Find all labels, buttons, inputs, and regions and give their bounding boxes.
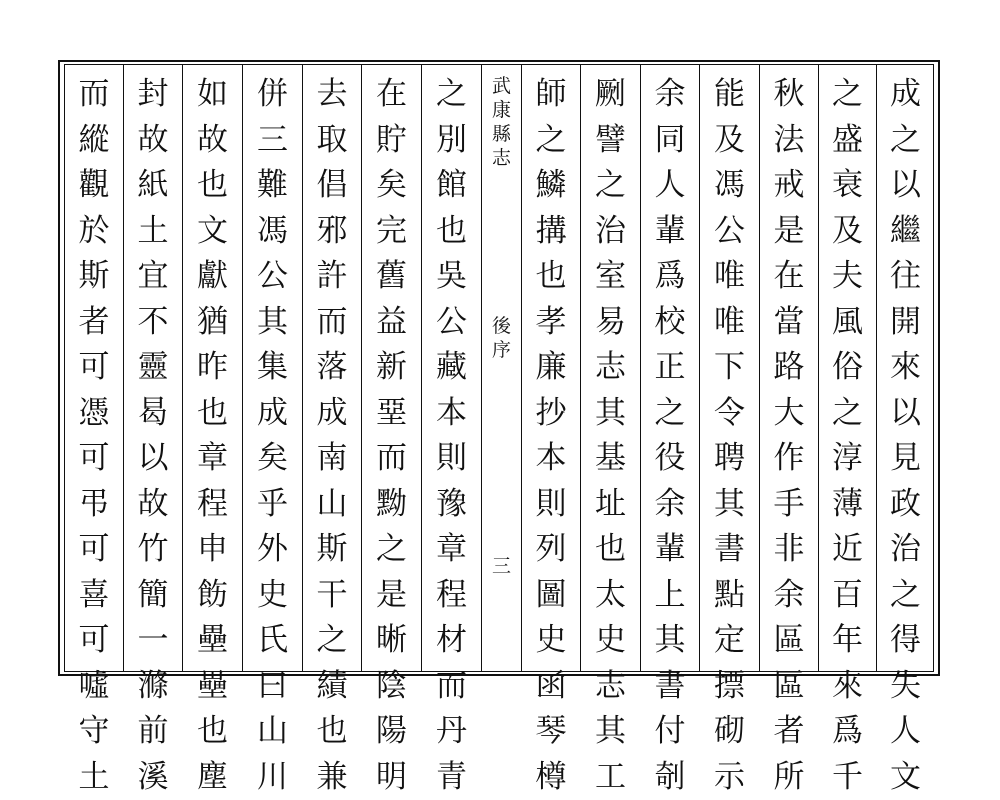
text-column-8 xyxy=(421,64,481,795)
text-column-13 xyxy=(123,64,182,795)
text-column-2 xyxy=(818,64,876,795)
column-text: 而 縱 觀 於 斯 者 可 憑 可 弔 可 喜 可 噓 守 土 xyxy=(78,76,110,795)
text-column-9 xyxy=(361,64,421,795)
text-column-10 xyxy=(302,64,361,795)
column-text: 如 故 也 文 獻 猶 昨 也 章 程 申 飭 壘 壘 也 塵 xyxy=(197,76,228,795)
text-column-11 xyxy=(242,64,302,795)
column-text: 成 之 以 繼 往 開 來 以 見 政 治 之 得 失 人 文 xyxy=(890,76,921,795)
page-number: 三 xyxy=(491,555,511,577)
column-text: 師 之 鱗 搆 也 孝 廉 抄 本 則 列 圖 史 函 琴 樽 xyxy=(535,76,567,795)
center-strip xyxy=(481,64,521,672)
book-title: 武 康 縣 志 xyxy=(491,75,511,169)
text-column-14 xyxy=(64,64,123,795)
text-column-12 xyxy=(182,64,242,795)
column-text: 能 及 馮 公 唯 唯 下 令 聘 其 書 點 定 摽 砌 示 xyxy=(714,76,745,795)
column-text: 封 故 紙 土 宜 不 靈 曷 以 故 竹 簡 一 滌 前 溪 xyxy=(137,76,169,795)
column-text: 去 取 倡 邪 許 而 落 成 南 山 斯 干 之 績 也 兼 xyxy=(316,76,348,795)
column-text: 併 三 難 馮 公 其 集 成 矣 乎 外 史 氏 曰 山 川 xyxy=(257,76,288,795)
section-title: 後 序 xyxy=(491,315,511,361)
text-column-3 xyxy=(759,64,818,795)
text-column-5 xyxy=(640,64,699,795)
text-column-4 xyxy=(699,64,759,795)
column-text: 余 同 人 輩 爲 校 正 之 役 余 輩 上 其 書 付 剞 xyxy=(654,76,686,795)
column-text: 劂 譬 之 治 室 易 志 其 基 址 也 太 史 志 其 工 xyxy=(595,76,626,795)
column-text: 之 盛 衰 及 夫 風 俗 之 淳 薄 近 百 年 來 爲 千 xyxy=(832,76,863,795)
column-text: 秋 法 戒 是 在 當 路 大 作 手 非 余 區 區 者 所 xyxy=(773,76,805,795)
text-column-1 xyxy=(876,64,934,795)
text-column-7 xyxy=(521,64,580,795)
text-column-6 xyxy=(580,64,640,795)
column-text: 之 別 館 也 吳 公 藏 本 則 豫 章 程 材 而 丹 青 xyxy=(436,76,467,795)
column-text: 在 貯 矣 完 舊 益 新 堊 而 黝 之 是 晰 陰 陽 明 xyxy=(376,76,407,795)
